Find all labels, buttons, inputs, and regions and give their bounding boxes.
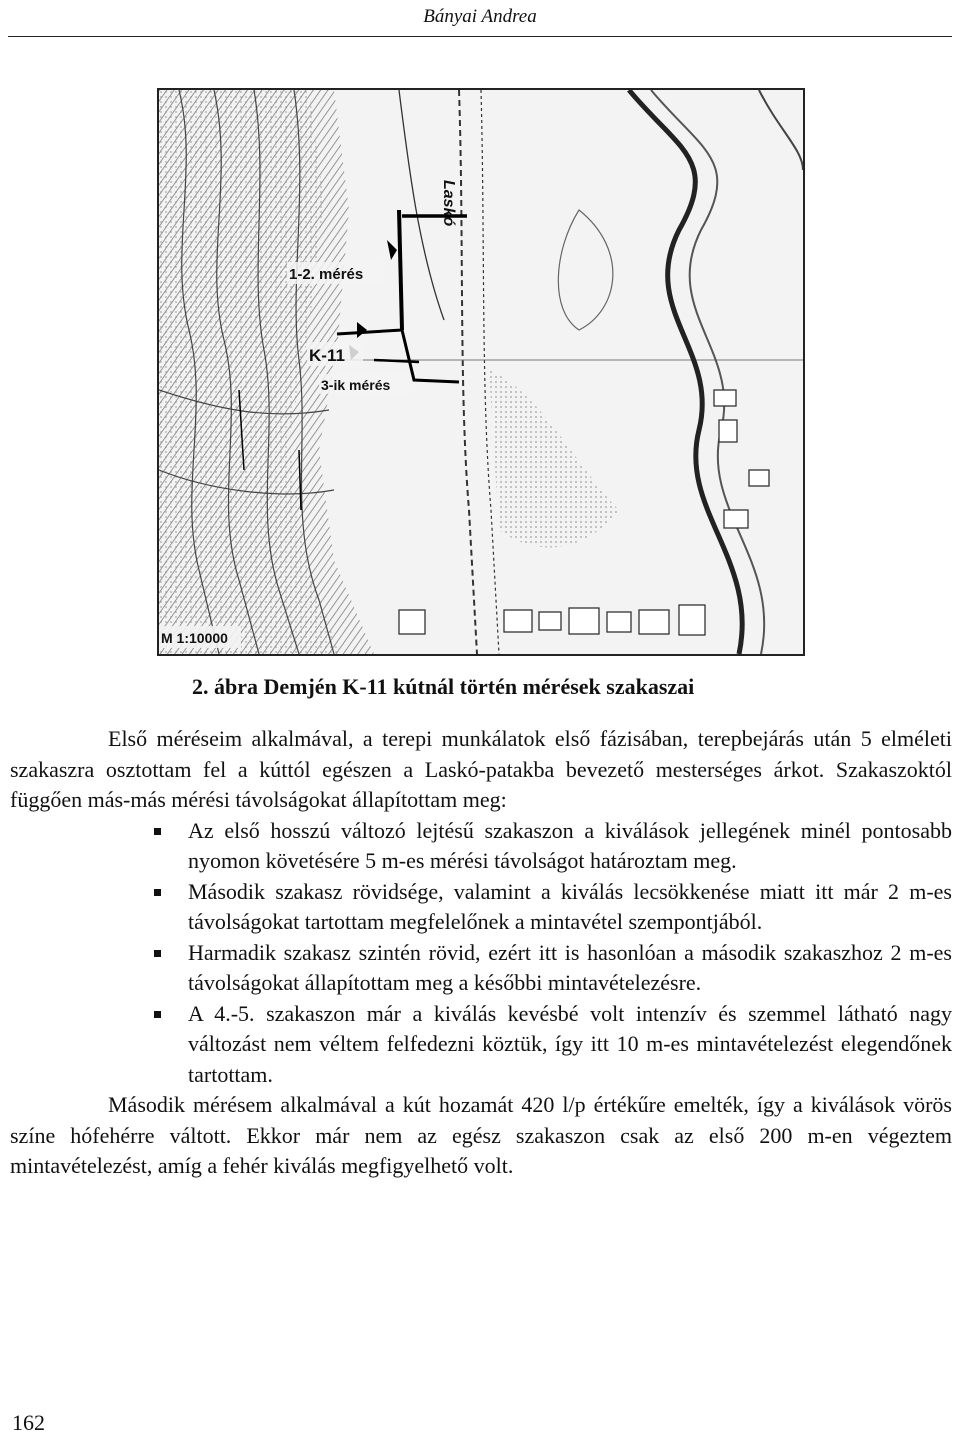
map-label-measurement-3: 3-ik mérés [321, 377, 391, 393]
map-label-stream: Laskó [440, 180, 457, 227]
list-item: Az első hosszú változó lejtésű szakaszon a kiválások jellegének minél pontosabb nyomon követésére 5 m-es mérési távolságot határoztam meg. [188, 816, 952, 877]
figure-caption: 2. ábra Demjén K-11 kútnál történ mérések szakaszai [192, 674, 695, 699]
running-header-author: Bányai Andrea [423, 6, 537, 27]
map-label-measurement-1-2: 1-2. mérés [289, 266, 364, 283]
list-item: Harmadik szakasz szintén rövid, ezért itt is hasonlóan a második szakaszhoz 2 m-es távolságokat állapítottam meg a későbbi mintavételezésre. [188, 938, 952, 999]
map-scale-label: M 1:10000 [161, 630, 228, 646]
list-item: A 4.-5. szakaszon már a kiválás kevésbé volt intenzív és szemmel látható nagy változást nem véltem felfedezni köztük, így itt 10 m-es mintavételezést elegendőnek tartottam. [188, 999, 952, 1091]
header-rule [8, 36, 952, 37]
measurement-sections-list [10, 816, 952, 1091]
figure-map [157, 88, 805, 656]
body-text [10, 724, 952, 1182]
topographic-map [159, 90, 803, 654]
map-label-well: K-11 [309, 346, 345, 365]
page-number: 162 [12, 1410, 45, 1435]
intro-paragraph: Első méréseim alkalmával, a terepi munkálatok első fázisában, terepbejárás után 5 elméleti szakaszra osztottam fel a kúttól egészen a Laskó-patakba bevezető mesterséges árkot. Szakaszoktól függően más-más mérési távolságokat állapítottam meg: [10, 726, 952, 812]
list-item: Második szakasz rövidsége, valamint a kiválás lecsökkenése miatt itt már 2 m-es távolságokat tartottam megfelelőnek a mintavétel szempontjából. [188, 877, 952, 938]
closing-paragraph: Második mérésem alkalmával a kút hozamát 420 l/p értékűre emelték, így a kiválások vörös színe hófehérre váltott. Ekkor már nem az egész szakaszon csak az első 200 m-en végeztem mintavételezést, amíg a fehér kiválás megfigyelhető volt. [10, 1092, 952, 1178]
